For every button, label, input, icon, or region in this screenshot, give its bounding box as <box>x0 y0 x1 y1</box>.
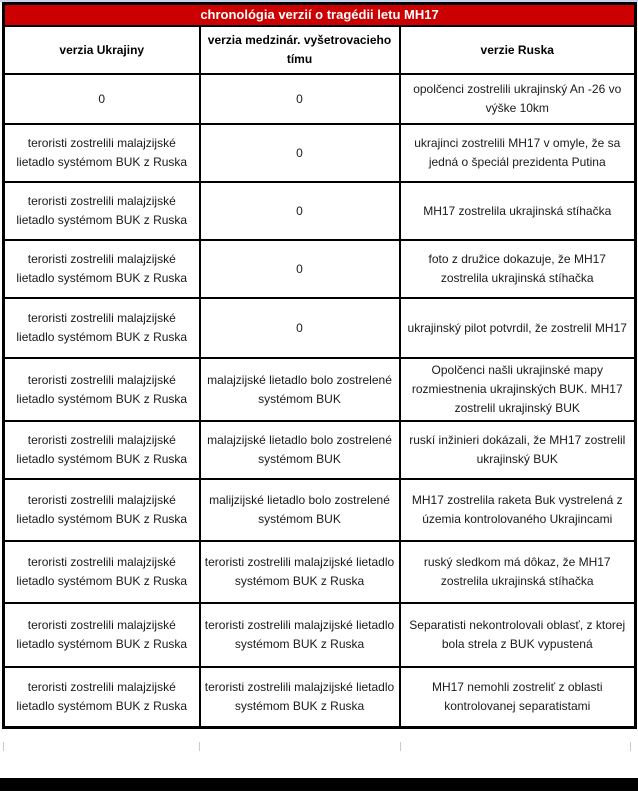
table-cell-r9-c3: ruský sledkom má dôkaz, že MH17 zostrelila ukrajinská stíhačka <box>400 541 636 603</box>
table-head <box>4 4 636 75</box>
table-cell-r1-c2: 0 <box>200 74 400 124</box>
table-cell-r4-c3: foto z družice dokazuje, že MH17 zostrelila ukrajinská stíhačka <box>400 240 636 298</box>
header-row <box>4 26 636 74</box>
table-cell-r9-c2: teroristi zostrelili malajzijské lietadlo systémom BUK z Ruska <box>200 541 400 603</box>
table-cell-r7-c2: malajzijské lietadlo bolo zostrelené systémom BUK <box>200 421 400 479</box>
table-cell-r8-c1: teroristi zostrelili malajzijské lietadlo systémom BUK z Ruska <box>4 479 200 541</box>
column-header-1: verzia Ukrajiny <box>4 26 200 74</box>
table-cell-r10-c2: teroristi zostrelili malajzijské lietadlo systémom BUK z Ruska <box>200 603 400 667</box>
table-row <box>4 541 636 603</box>
grid-tick <box>630 742 631 751</box>
table-cell-r5-c1: teroristi zostrelili malajzijské lietadlo systémom BUK z Ruska <box>4 298 200 358</box>
table-row <box>4 421 636 479</box>
table-cell-r9-c1: teroristi zostrelili malajzijské lietadlo systémom BUK z Ruska <box>4 541 200 603</box>
table-cell-r7-c3: ruskí inžinieri dokázali, že MH17 zostrelil ukrajinský BUK <box>400 421 636 479</box>
table-cell-r7-c1: teroristi zostrelili malajzijské lietadlo systémom BUK z Ruska <box>4 421 200 479</box>
table-cell-r8-c2: malijzijské lietadlo bolo zostrelené systémom BUK <box>200 479 400 541</box>
table-cell-r2-c1: teroristi zostrelili malajzijské lietadlo systémom BUK z Ruska <box>4 124 200 182</box>
mh17-versions-table <box>2 2 637 729</box>
table-cell-r3-c3: MH17 zostrelila ukrajinská stíhačka <box>400 182 636 240</box>
table-row <box>4 479 636 541</box>
grid-tick <box>3 742 4 751</box>
table-row <box>4 298 636 358</box>
table-cell-r2-c2: 0 <box>200 124 400 182</box>
table-cell-r1-c3: opolčenci zostrelili ukrajinský An -26 vo výške 10km <box>400 74 636 124</box>
table-row <box>4 667 636 727</box>
column-header-2: verzia medzinár. vyšetrovacieho tímu <box>200 26 400 74</box>
table-cell-r2-c3: ukrajinci zostrelili MH17 v omyle, že sa jedná o špeciál prezidenta Putina <box>400 124 636 182</box>
table-row <box>4 603 636 667</box>
table-row <box>4 74 636 124</box>
table-cell-r8-c3: MH17 zostrelila raketa Buk vystrelená z územia kontrolovaného Ukrajincami <box>400 479 636 541</box>
table-cell-r3-c2: 0 <box>200 182 400 240</box>
title-row <box>4 4 636 27</box>
table-cell-r10-c1: teroristi zostrelili malajzijské lietadlo systémom BUK z Ruska <box>4 603 200 667</box>
table-cell-r11-c3: MH17 nemohli zostreliť z oblasti kontrolovanej separatistami <box>400 667 636 727</box>
table-row <box>4 182 636 240</box>
table-cell-r6-c3: Opolčenci našli ukrajinské mapy rozmiestnenia ukrajinských BUK. MH17 zostrelil ukrajinský BUK <box>400 358 636 421</box>
table-cell-r11-c1: teroristi zostrelili malajzijské lietadlo systémom BUK z Ruska <box>4 667 200 727</box>
grid-tick <box>199 742 200 751</box>
table-title: chronológia verzií o tragédii letu MH17 <box>4 4 636 27</box>
table-row <box>4 124 636 182</box>
table-cell-r5-c2: 0 <box>200 298 400 358</box>
table-cell-r5-c3: ukrajinský pilot potvrdil, že zostrelil MH17 <box>400 298 636 358</box>
table-body <box>4 74 636 727</box>
table-cell-r4-c2: 0 <box>200 240 400 298</box>
table-cell-r4-c1: teroristi zostrelili malajzijské lietadlo systémom BUK z Ruska <box>4 240 200 298</box>
grid-tick <box>400 742 401 751</box>
table-cell-r6-c1: teroristi zostrelili malajzijské lietadlo systémom BUK z Ruska <box>4 358 200 421</box>
column-header-3: verzie Ruska <box>400 26 636 74</box>
table-row <box>4 240 636 298</box>
table-row <box>4 358 636 421</box>
table-cell-r11-c2: teroristi zostrelili malajzijské lietadlo systémom BUK z Ruska <box>200 667 400 727</box>
table-cell-r6-c2: malajzijské lietadlo bolo zostrelené systémom BUK <box>200 358 400 421</box>
bottom-black-bar <box>0 778 638 791</box>
table-cell-r3-c1: teroristi zostrelili malajzijské lietadlo systémom BUK z Ruska <box>4 182 200 240</box>
table-cell-r10-c3: Separatisti nekontrolovali oblasť, z ktorej bola strela z BUK vypustená <box>400 603 636 667</box>
grid-remnant-ticks <box>0 742 638 754</box>
table-cell-r1-c1: 0 <box>4 74 200 124</box>
